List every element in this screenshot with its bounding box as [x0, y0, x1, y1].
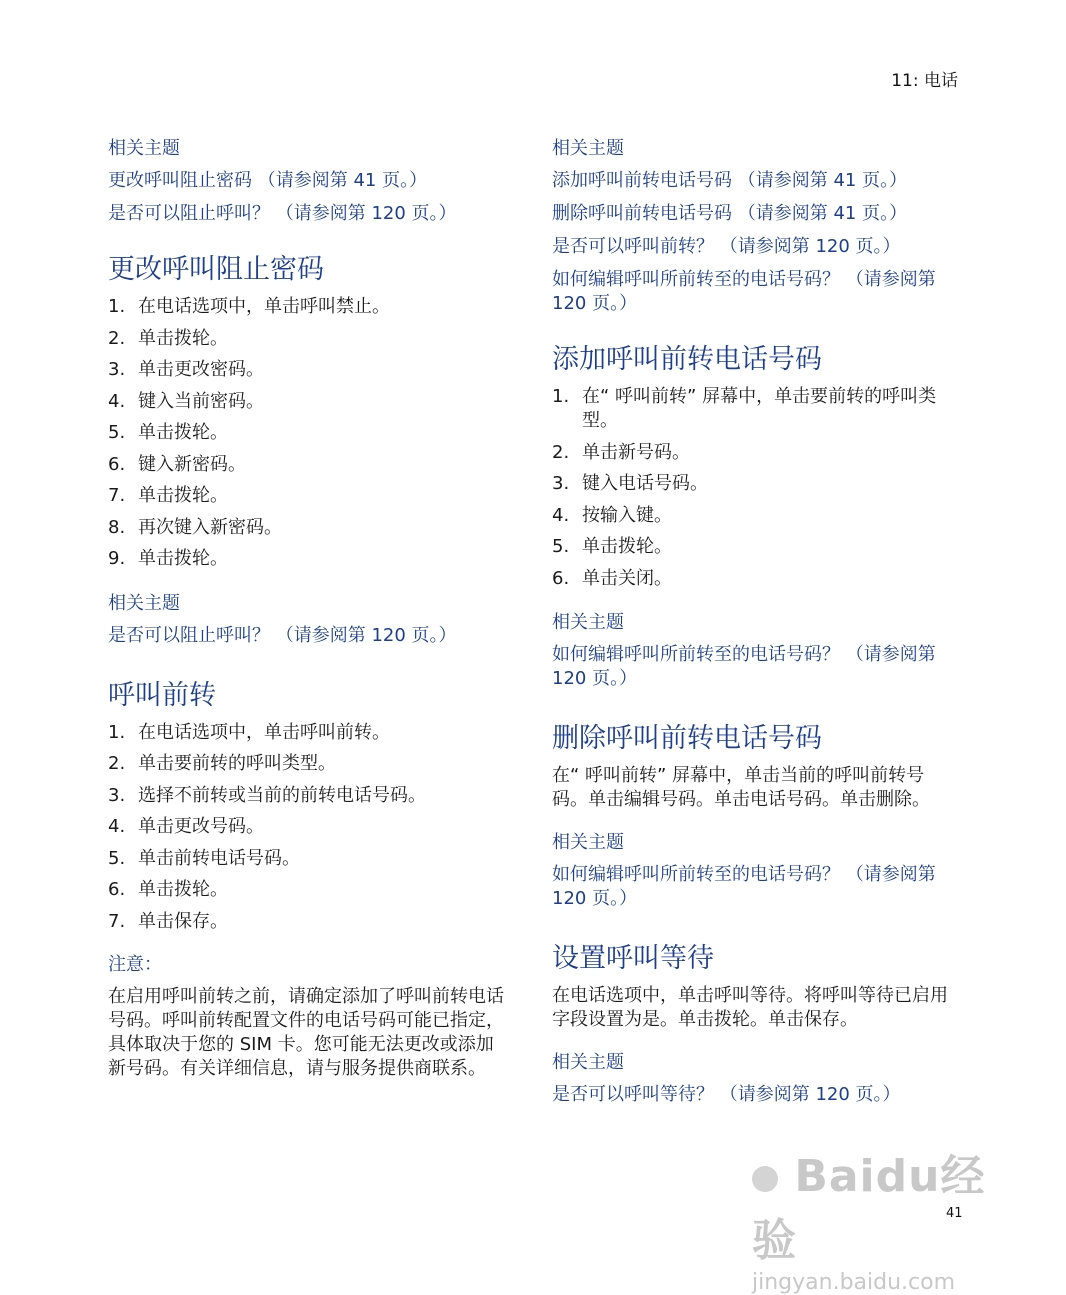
section-heading-delete-forward-number: 删除呼叫前转电话号码: [552, 723, 822, 754]
note-label: 注意：: [108, 954, 162, 975]
related-topics-title: 相关主题: [552, 138, 624, 159]
related-topics-title: 相关主题: [108, 592, 180, 614]
page-number: 41: [946, 1206, 963, 1221]
baidu-watermark: [752, 1140, 1012, 1295]
list-item: 1. 在电话选项中，单击呼叫禁止。: [108, 296, 390, 317]
related-link[interactable]: 如何编辑呼叫所前转至的电话号码？ （请参阅第 120 页。）: [552, 644, 936, 689]
note-text: 在启用呼叫前转之前，请确定添加了呼叫前转电话号码。呼叫前转配置文件的电话号码可能已指定，具体取决于您的 SIM 卡。您可能无法更改或添加新号码。有关详细信息，请与服务提供商联系。: [108, 986, 504, 1079]
list-item: 3. 单击更改密码。: [108, 359, 264, 380]
list-item: 5. 单击前转电话号码。: [108, 847, 300, 869]
section-paragraph: 在电话选项中，单击呼叫等待。将呼叫等待已启用字段设置为是。单击拨轮。单击保存。: [552, 985, 948, 1030]
steps-list: [552, 385, 952, 591]
related-topics-block: [552, 1050, 952, 1107]
list-item: 7. 单击拨轮。: [108, 485, 228, 506]
related-link[interactable]: 是否可以阻止呼叫？ （请参阅第 120 页。）: [108, 624, 457, 646]
related-topics-title: 相关主题: [552, 612, 624, 633]
list-item: 4. 键入当前密码。: [108, 390, 264, 412]
related-link[interactable]: 是否可以呼叫前转？ （请参阅第 120 页。）: [552, 236, 901, 257]
related-link[interactable]: 删除呼叫前转电话号码 （请参阅第 41 页。）: [552, 203, 908, 224]
list-item: 4. 按输入键。: [552, 504, 672, 526]
list-item: 6. 单击关闭。: [552, 567, 672, 589]
left-column: [108, 136, 508, 1081]
paw-icon: [752, 1166, 778, 1192]
related-topics-block: [108, 591, 508, 648]
related-link[interactable]: 是否可以阻止呼叫？ （请参阅第 120 页。）: [108, 203, 457, 224]
list-item: 8. 再次键入新密码。: [108, 516, 282, 538]
list-item: 2. 单击要前转的呼叫类型。: [108, 753, 336, 774]
list-item: 2. 单击拨轮。: [108, 327, 228, 349]
related-topics-block: [552, 136, 952, 316]
related-topics-title: 相关主题: [552, 1052, 624, 1073]
list-item: 1. 在电话选项中，单击呼叫前转。: [108, 721, 390, 743]
section-heading-call-forwarding: 呼叫前转: [108, 679, 216, 711]
chapter-header: 11: 电话: [891, 71, 958, 91]
related-topics-block: [552, 830, 952, 911]
related-link[interactable]: 是否可以呼叫等待？ （请参阅第 120 页。）: [552, 1084, 901, 1105]
list-item: 9. 单击拨轮。: [108, 548, 228, 569]
related-link[interactable]: 添加呼叫前转电话号码 （请参阅第 41 页。）: [552, 170, 908, 191]
list-item: 2. 单击新号码。: [552, 441, 690, 463]
list-item: 7. 单击保存。: [108, 910, 228, 932]
related-link[interactable]: 如何编辑呼叫所前转至的电话号码？ （请参阅第 120 页。）: [552, 864, 936, 909]
section-paragraph: 在“ 呼叫前转” 屏幕中，单击当前的呼叫前转号码。单击编辑号码。单击电话号码。单击删除。: [552, 765, 930, 810]
list-item: 5. 单击拨轮。: [552, 536, 672, 557]
related-link[interactable]: 更改呼叫阻止密码 （请参阅第 41 页。）: [108, 170, 428, 191]
related-topics-title: 相关主题: [552, 832, 624, 853]
section-heading-call-waiting: 设置呼叫等待: [552, 943, 714, 974]
list-item: 4. 单击更改号码。: [108, 816, 264, 837]
related-topics-block: [552, 610, 952, 691]
list-item: 3. 键入电话号码。: [552, 473, 708, 494]
right-column: [552, 136, 952, 1116]
list-item: 6. 单击拨轮。: [108, 879, 228, 900]
note-block: [108, 953, 508, 1081]
related-topics-title: 相关主题: [108, 138, 180, 159]
list-item: 6. 键入新密码。: [108, 453, 246, 475]
steps-list: [108, 721, 508, 934]
list-item: 3. 选择不前转或当前的前转电话号码。: [108, 784, 426, 806]
list-item: 5. 单击拨轮。: [108, 422, 228, 443]
list-item: 1. 在“ 呼叫前转” 屏幕中，单击要前转的呼叫类型。: [552, 386, 937, 431]
steps-list: [108, 295, 508, 571]
section-heading-add-forward-number: 添加呼叫前转电话号码: [552, 344, 822, 375]
related-link[interactable]: 如何编辑呼叫所前转至的电话号码？ （请参阅第 120 页。）: [552, 269, 936, 314]
section-heading-change-barring-password: 更改呼叫阻止密码: [108, 254, 324, 285]
watermark-site: jingyan.baidu.com: [752, 1270, 956, 1295]
watermark-logo-text: Baidu经验: [752, 1151, 986, 1266]
related-topics-block: [108, 136, 508, 226]
